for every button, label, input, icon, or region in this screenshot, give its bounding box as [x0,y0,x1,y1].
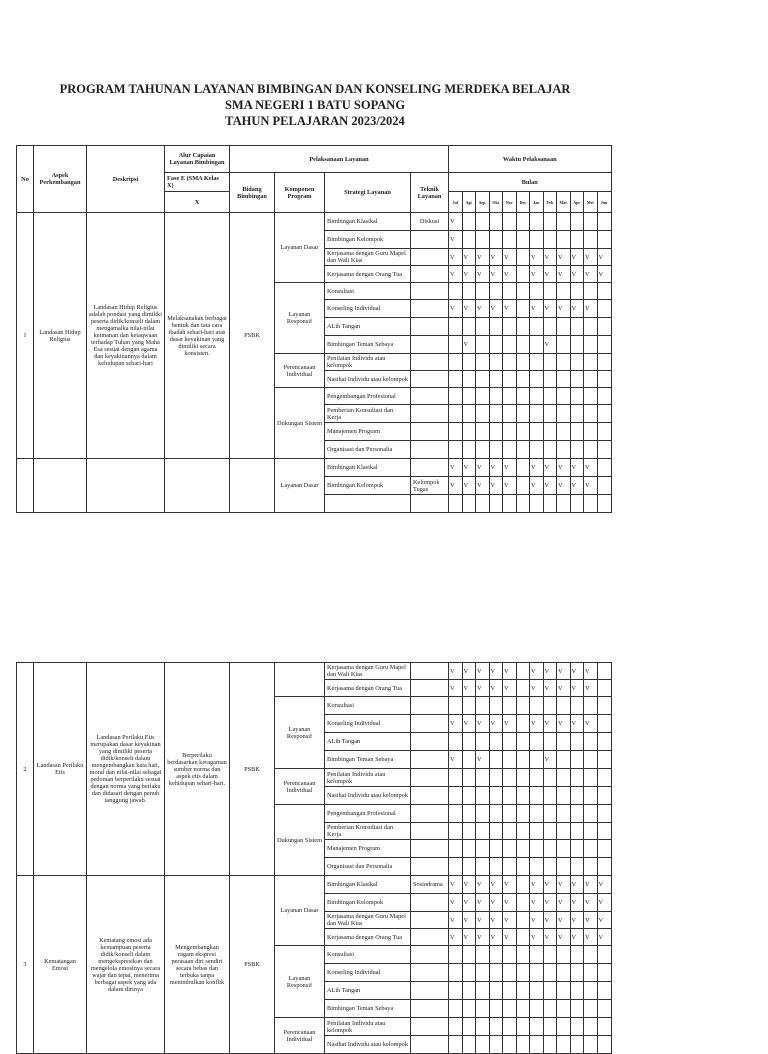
mark-cell: V [584,876,598,894]
strategi-cell: Bimbingan Kelompok [325,894,411,912]
row-1-capaian: Melaksanakan berbagai bentuk dan tata cara ibadah sehari-hari atas dasar keyakinan yang dimiliki secara konsisten. [165,213,230,459]
header-no: No [17,146,34,213]
mark-cell: V [503,929,517,946]
mark-cell: V [543,663,557,680]
mark-cell: V [570,912,584,929]
strategi-cell: Pengembangan Profesional [325,805,411,823]
mark-cell: V [503,894,517,912]
mark-cell: V [489,477,503,495]
row-2-no: 2 [17,663,34,876]
mark-cell: V [557,912,571,929]
program-table-page-2 [16,662,612,1054]
header-alur: Alur Capaian Layanan Bimbingan [165,146,230,173]
mark-cell: V [584,477,598,495]
month-apr: Apr [570,192,584,213]
header-komponen: Komponen Program [275,173,325,213]
mark-cell: V [462,459,476,477]
teknik-cell: Kelompok Tugas [411,477,449,495]
row-1-bidang: PSBK [230,213,275,459]
mark-cell: V [570,929,584,946]
row-1-aspek: Landasan Hidup Religius [34,213,87,459]
mark-cell: V [584,663,598,680]
mark-cell: V [543,876,557,894]
mark-cell: V [543,912,557,929]
month-mei: Mei [584,192,598,213]
mark-cell: V [489,912,503,929]
strategi-cell: Bimbingan Teman Sebaya [325,751,411,769]
mark-cell: V [449,715,463,733]
mark-cell: V [462,715,476,733]
strategi-cell: Penilaian Individu atau kelompok [325,1018,411,1036]
mark-cell: V [489,663,503,680]
mark-cell: V [503,715,517,733]
row-3-komponen-responsif: Layanan Responsif [275,946,325,1018]
mark-cell: V [557,894,571,912]
mark-cell: V [570,680,584,697]
mark-cell: V [476,876,490,894]
strategi-cell: Kerjasama dengan Orang Tua [325,266,411,283]
mark-cell: V [543,266,557,283]
mark-cell: V [476,715,490,733]
mark-cell: V [584,715,598,733]
strategi-cell: Konsultasi [325,697,411,715]
mark-cell: V [570,459,584,477]
mark-cell: V [503,300,517,318]
mark-cell: V [449,266,463,283]
mark-cell: V [557,477,571,495]
strategi-cell: Bimbingan Klasikal [325,213,411,231]
strategi-cell: Konseling Individual [325,715,411,733]
mark-cell: V [489,680,503,697]
mark-cell: V [476,477,490,495]
mark-cell: V [557,929,571,946]
mark-cell: V [530,680,544,697]
month-mar: Mar [557,192,571,213]
header-strategi: Strategi Layanan [325,173,411,213]
mark-cell: V [530,929,544,946]
document-title-line-1: PROGRAM TAHUNAN LAYANAN BIMBINGAN DAN KONSELING MERDEKA BELAJAR [59,82,571,96]
mark-cell: V [557,715,571,733]
row-2-komponen-responsif: Layanan Responsif [275,697,325,769]
mark-cell: V [530,249,544,266]
mark-cell: V [570,876,584,894]
header-aspek: Aspek Perkembangan [34,146,87,213]
mark-cell: V [449,876,463,894]
strategi-cell: ALih Tangan [325,982,411,1000]
mark-cell: V [462,680,476,697]
month-jul: Jul [449,192,463,213]
month-agt: Agt [462,192,476,213]
mark-cell: V [503,249,517,266]
header-fase: Fase E (SMA Kelas X) [165,173,230,192]
program-table-page-1 [16,145,612,513]
mark-cell: V [462,912,476,929]
header-bulan: Bulan [449,173,612,192]
row-3-komponen-dasar: Layanan Dasar [275,876,325,946]
row-2-komponen-dasar: Layanan Dasar [275,459,325,513]
mark-cell: V [503,477,517,495]
header-deskripsi: Deskripsi [87,146,165,213]
mark-cell: V [543,715,557,733]
header-waktu: Waktu Pelaksanaan [449,146,612,173]
mark-cell: V [503,266,517,283]
mark-cell: V [584,300,598,318]
mark-cell: V [503,876,517,894]
strategi-cell: Kerjasama dengan Orang Tua [325,929,411,946]
mark-cell: V [449,751,463,769]
strategi-cell: Organisasi dan Personalia [325,858,411,876]
strategi-cell: Konsultasi [325,283,411,300]
row-2-deskripsi: Landasan Perilaku Etis merupakan dasar keyakinan yang dimiliki peserta didik/konseli dalam mengembangkan kata hati, moral dan nilai-nilai sebagai pedoman berperilaku sesuai dengan norma yang berlaku dan didasari dengan penuh tanggung jawab. [87,663,165,876]
row-3-capaian: Mengembangkan ragam ekspresi perasaan diri sendiri secara bebas dan terbuka tanpa menimbulkan konflik [165,876,230,1054]
mark-cell: V [530,477,544,495]
mark-cell: V [597,912,611,929]
mark-cell: V [462,336,476,354]
mark-cell: V [530,663,544,680]
mark-cell: V [476,459,490,477]
mark-cell: V [489,894,503,912]
row-2-komponen-perencanaan: Perencanaan Individual [275,769,325,805]
mark-cell: V [570,266,584,283]
strategi-cell: Pemberian Konsultasi dan Kerja [325,823,411,840]
mark-cell: V [449,231,463,249]
mark-cell: V [449,213,463,231]
mark-cell: V [597,894,611,912]
teknik-cell: Diskusi [411,213,449,231]
mark-cell: V [449,663,463,680]
row-3-no: 3 [17,876,34,1054]
row-3-aspek: Kematangan Emosi [34,876,87,1054]
strategi-cell: Manajemen Program [325,423,411,441]
mark-cell: V [503,912,517,929]
mark-cell: V [570,477,584,495]
month-jun: Jun [597,192,611,213]
strategi-cell: Bimbingan Teman Sebaya [325,336,411,354]
month-jan: Jan [530,192,544,213]
mark-cell: V [543,751,557,769]
mark-cell: V [489,249,503,266]
mark-cell: V [462,249,476,266]
mark-cell: V [489,459,503,477]
mark-cell: V [449,249,463,266]
strategi-cell: ALih Tangan [325,733,411,751]
mark-cell: V [543,894,557,912]
mark-cell: V [462,266,476,283]
mark-cell: V [449,912,463,929]
mark-cell: V [530,894,544,912]
strategi-cell: Nasihat Individu atau kelompok [325,1036,411,1054]
row-2-bidang: PSBK [230,663,275,876]
mark-cell: V [476,680,490,697]
mark-cell: V [489,929,503,946]
mark-cell: V [476,912,490,929]
strategi-cell: Penilaian Individu atau kelompok [325,769,411,787]
strategi-cell: Kerjasama dengan Guru Mapel dan Wali Kias [325,249,411,266]
mark-cell: V [476,751,490,769]
mark-cell: V [543,249,557,266]
mark-cell: V [543,459,557,477]
teknik-cell: Sosiodrama [411,876,449,894]
row-1-no: 1 [17,213,34,459]
strategi-cell: Bimbingan Klasikal [325,876,411,894]
mark-cell: V [557,680,571,697]
month-des: Des [516,192,530,213]
mark-cell: V [584,266,598,283]
strategi-cell: Pemberian Konsultasi dan Kerja [325,405,411,423]
header-pelaksanaan: Pelaksanaan Layanan [230,146,449,173]
mark-cell: V [476,929,490,946]
mark-cell: V [530,912,544,929]
month-feb: Feb [543,192,557,213]
mark-cell: V [530,715,544,733]
mark-cell: V [584,680,598,697]
strategi-cell: Organisasi dan Personalia [325,441,411,459]
mark-cell: V [489,715,503,733]
mark-cell: V [584,912,598,929]
mark-cell: V [557,266,571,283]
mark-cell: V [489,300,503,318]
document-title-line-2: SMA NEGERI 1 BATU SOPANG [224,98,406,112]
mark-cell: V [557,249,571,266]
header-bidang: Bidang Bimbingan [230,173,275,213]
header-x: X [165,192,230,213]
strategi-cell: Kerjasama dengan Guru Mapel dan Wali Kias [325,912,411,929]
mark-cell: V [543,929,557,946]
document-title-line-3: TAHUN PELAJARAN 2023/2024 [225,114,405,128]
mark-cell: V [597,876,611,894]
mark-cell: V [557,663,571,680]
mark-cell: V [570,663,584,680]
mark-cell: V [462,300,476,318]
mark-cell: V [570,300,584,318]
mark-cell: V [449,477,463,495]
mark-cell: V [449,300,463,318]
mark-cell: V [557,876,571,894]
mark-cell: V [570,249,584,266]
row-1-deskripsi: Landasan Hidup Religius adalah pondasi yang dimiliki peserta didik/konseli dalam mengamalka nilai-nilai keimanan dan ketaqwaan terhadap Tuhan yang Maha Esa sesuai dengan agama dan keyakinannya dalam kehidupan sehari-hari [87,213,165,459]
row-2-aspek: Landasan Perilaku Etis [34,663,87,876]
mark-cell: V [462,929,476,946]
mark-cell: V [462,477,476,495]
mark-cell: V [462,894,476,912]
mark-cell: V [557,459,571,477]
strategi-cell: Konseling Individual [325,300,411,318]
mark-cell: V [476,266,490,283]
page-2-clip [0,662,768,1048]
strategi-cell: ALih Tangan [325,318,411,336]
mark-cell: V [543,680,557,697]
row-3-bidang: PSBK [230,876,275,1054]
mark-cell: V [584,894,598,912]
strategi-cell: Bimbingan Kelompok [325,231,411,249]
mark-cell: V [476,894,490,912]
mark-cell: V [462,663,476,680]
strategi-cell: Bimbingan Teman Sebaya [325,1000,411,1018]
mark-cell: V [584,459,598,477]
mark-cell: V [530,266,544,283]
mark-cell: V [503,680,517,697]
strategi-cell: Bimbingan Klasikal [325,459,411,477]
mark-cell: V [570,894,584,912]
strategi-cell: Nasihat Individu atau kelompok [325,787,411,805]
row-1-komponen-perencanaan: Perencanaan Individual [275,354,325,388]
row-2-komponen-dukungan: Dukungan Sistem [275,805,325,876]
mark-cell: V [530,300,544,318]
mark-cell: V [462,876,476,894]
mark-cell: V [449,894,463,912]
mark-cell: V [597,249,611,266]
row-1-komponen-dasar: Layanan Dasar [275,213,325,283]
mark-cell: V [476,300,490,318]
strategi-cell: Konseling Individual [325,964,411,982]
mark-cell: V [476,249,490,266]
mark-cell: V [597,266,611,283]
mark-cell: V [449,929,463,946]
mark-cell: V [597,929,611,946]
strategi-cell: Kerjasama dengan Guru Mapel dan Wali Kias [325,663,411,680]
mark-cell: V [543,336,557,354]
row-3-komponen-perencanaan: Perencanaan Individual [275,1018,325,1054]
mark-cell: V [449,459,463,477]
strategi-cell: Pengembangan Profesional [325,388,411,405]
row-1-komponen-responsif: Layanan Responsif [275,283,325,354]
mark-cell: V [530,876,544,894]
mark-cell: V [489,876,503,894]
strategi-cell: Penilaian Individu atau kelompok [325,354,411,371]
mark-cell: V [530,459,544,477]
strategi-cell: Nasihat Individu atau kelompok [325,371,411,388]
mark-cell: V [557,300,571,318]
mark-cell: V [476,663,490,680]
row-1-komponen-dukungan: Dukungan Sistem [275,388,325,459]
strategi-cell: Bimbingan Kelompok [325,477,411,495]
header-teknik: Teknik Layanan [411,173,449,213]
row-3-deskripsi: Kematang emosi ada kemampuan peserta didik/konseli dalam mengekspresikan dan mengelola emosinya secara wajar dan tepat, menerima berbagai aspek yang ada dalam dirinya [87,876,165,1054]
mark-cell: V [449,680,463,697]
page-1-clip [0,145,768,498]
strategi-cell: Konsultasi [325,946,411,964]
mark-cell: V [584,249,598,266]
row-2-capaian: Berperilaku berdasarkan keragaman sumber norma dan aspek etis dalam kehidupan sehari-hari. [165,663,230,876]
month-nov: Nov [503,192,517,213]
mark-cell: V [489,266,503,283]
mark-cell: V [584,929,598,946]
mark-cell: V [543,477,557,495]
mark-cell: V [543,300,557,318]
mark-cell: V [503,663,517,680]
month-sep: Sep [476,192,490,213]
strategi-cell: Manajemen Program [325,840,411,858]
mark-cell: V [503,459,517,477]
month-okt: Okt [489,192,503,213]
strategi-cell: Kerjasama dengan Orang Tua [325,680,411,697]
mark-cell: V [570,715,584,733]
